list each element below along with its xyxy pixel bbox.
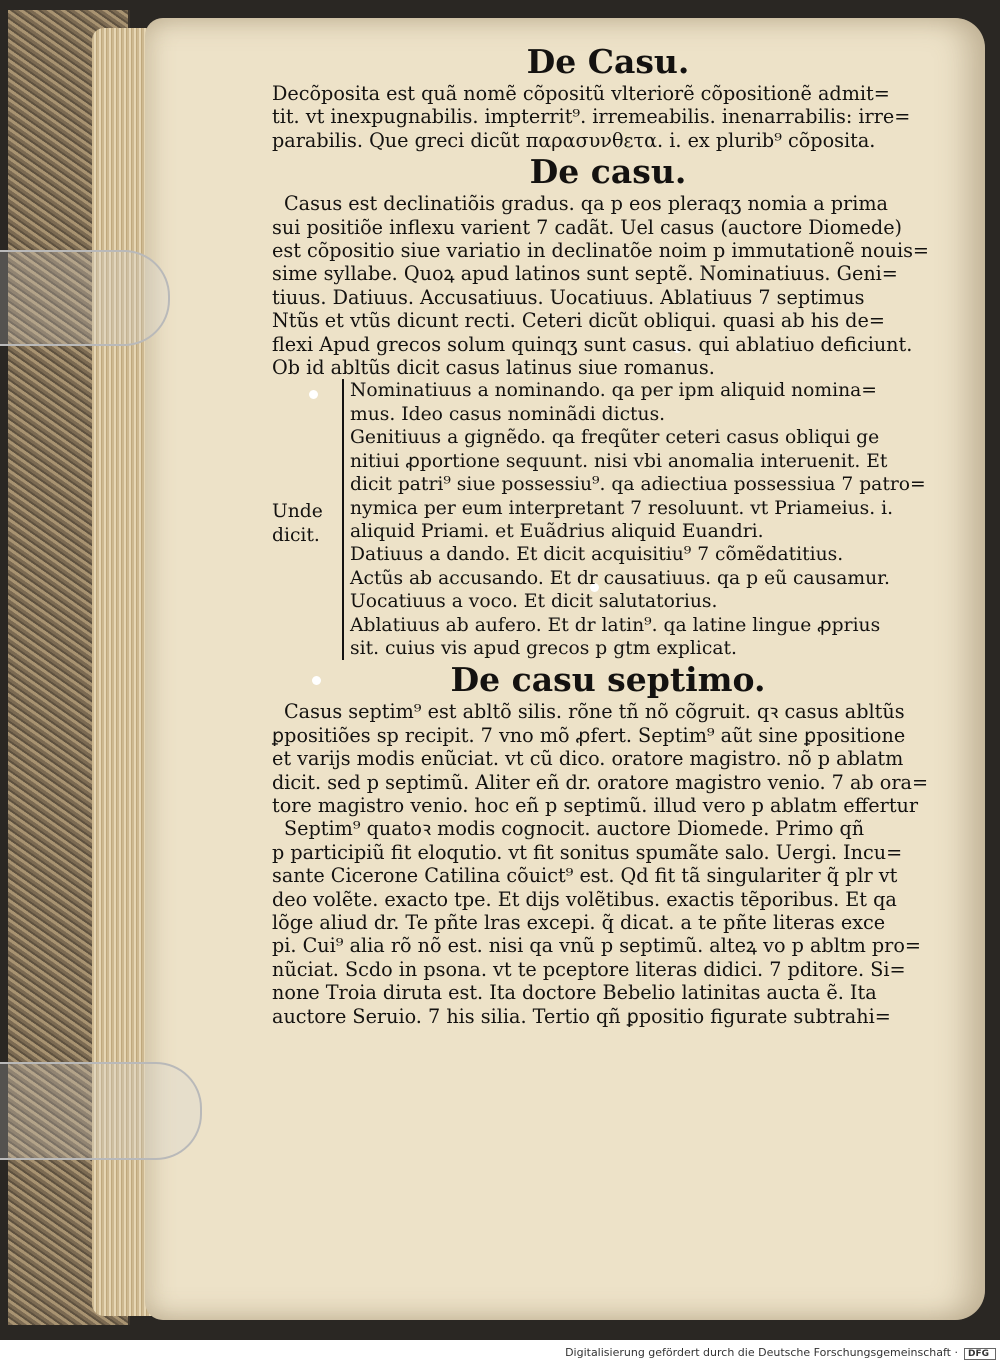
text-line: dicit patri⁹ siue possessiu⁹. qa adiectiua possessiua 7 patro= — [350, 474, 926, 496]
text-line: dicit. sed p septimũ. Aliter eñ dr. oratore magistro venio. 7 ab ora= — [272, 770, 929, 794]
text-line: tore magistro venio. hoc eñ p septimũ. illud vero p ablatm effertur — [272, 793, 919, 817]
glass-clip-bottom — [0, 1062, 202, 1160]
text-line: ꝑpositiões sp recipit. 7 vno mõ ꝓfert. Septim⁹ aũt sine ꝑpositione — [272, 723, 906, 747]
text-line: none Troia diruta est. Ita doctore Bebelio latinitas aucta ẽ. Ita — [272, 981, 877, 1005]
page-text — [272, 42, 944, 1028]
text-line: Ablatiuus ab aufero. Et dr latin⁹. qa latine lingue ꝓprius — [350, 614, 881, 636]
text-line: Ob id abltũs dicit casus latinus siue romanus. — [272, 356, 715, 380]
text-line: sui positiõe inflexu varient 7 cadãt. Uel casus (auctore Diomede) — [272, 215, 903, 239]
text-line: Actũs ab accusando. Et dr causatiuus. qa p eũ causamur. — [350, 567, 890, 589]
dfg-logo: DFG — [964, 1348, 996, 1360]
text-line: pi. Cui⁹ alia rõ nõ est. nisi qa vnũ p septimũ. alteꝝ vo p abltm pro= — [272, 934, 921, 958]
text-line: Decõposita est quã nomẽ cõpositũ vlteriorẽ cõpositionẽ admit= — [272, 82, 890, 105]
footer-credit: Digitalisierung gefördert durch die Deutsche Forschungsgemeinschaft · — [565, 1346, 958, 1359]
text-line: tiuus. Datiuus. Accusatiuus. Uocatiuus. Ablatiuus 7 septimus — [272, 285, 865, 309]
paragraph-casus — [272, 192, 944, 379]
text-line: aliquid Priami. et Euãdrius aliquid Euandri. — [350, 520, 764, 542]
text-line: Datiuus a dando. Et dicit acquisitiu⁹ 7 cõmẽdatitius. — [350, 544, 844, 566]
text-line: p participiũ fit eloqutio. vt fit sonitus spumãte salo. Uergi. Incu= — [272, 840, 903, 864]
text-line: sime syllabe. Quoꝝ apud latinos sunt septẽ. Nominatiuus. Geni= — [272, 262, 898, 286]
text-line: Genitiuus a gignẽdo. qa freqũter ceteri casus obliqui ge — [350, 427, 880, 449]
text-line: et varijs modis enũciat. vt cũ dico. oratore magistro. nõ p ablatm — [272, 747, 904, 771]
margin-note-line: Unde — [272, 501, 323, 523]
page-title: De Casu. — [526, 42, 690, 81]
case-list-brace — [272, 379, 944, 660]
text-line: mus. Ideo casus nominãdi dictus. — [350, 403, 666, 425]
margin-note-line: dicit. — [272, 524, 320, 546]
text-line: lõge aliud dr. Te pñte lras excepi. q̃ dicat. a te pñte literas exce — [272, 911, 886, 934]
text-line: est cõpositio siue variatio in declinatõe noim p immutationẽ nouis= — [272, 239, 930, 263]
text-line: Uocatiuus a voco. Et dicit salutatorius. — [350, 591, 718, 613]
text-line: nitiui ꝓportione sequunt. nisi vbi anomalia interuenit. Et — [350, 450, 888, 472]
text-line: sit. cuius vis apud grecos p gtm explicat. — [350, 637, 737, 659]
text-line: nymica per eum interpretant 7 resoluunt. vt Priameius. i. — [350, 497, 894, 519]
text-line: flexi Apud grecos solum quinqʒ sunt casus. qui ablatiuo deficiunt. — [272, 332, 913, 356]
text-line: Ntũs et vtũs dicunt recti. Ceteri dicũt obliqui. quasi ab his de= — [272, 309, 885, 333]
section-heading-de-casu: De casu. — [529, 152, 687, 192]
text-line: tit. vt inexpugnabilis. impterrit⁹. irremeabilis. inenarrabilis: irre= — [272, 105, 911, 129]
text-line: Casus est declinatiõis gradus. qa p eos pleraqʒ nomia a prima — [284, 192, 888, 216]
text-line: sante Cicerone Catilina cõuict⁹ est. Qd fit tã singulariter q̃ plr vt — [272, 864, 898, 888]
section-heading-de-casu-septimo: De casu septimo. — [450, 660, 766, 700]
text-line: Septim⁹ quatoꝛ modis cognocit. auctore Diomede. Primo qñ — [284, 817, 865, 841]
text-line: parabilis. Que greci dicũt παρασυνθετα. i. ex plurib⁹ cõposita. — [272, 128, 876, 152]
text-line: deo volẽte. exacto tpe. Et dijs volẽtibus. exactis tẽporibus. Et qa — [272, 887, 897, 911]
margin-note-unde — [272, 500, 323, 547]
text-line: auctore Seruio. 7 his silia. Tertio qñ ꝑpositio figurate subtrahi= — [272, 1004, 891, 1028]
text-line: Casus septim⁹ est abltõ silis. rõne tñ nõ cõgruit. qꝛ casus abltũs — [284, 700, 905, 724]
text-line: nũciat. Scdo in psona. vt te pceptore literas didici. 7 pditore. Si= — [272, 957, 906, 981]
digitization-footer — [0, 1346, 1000, 1365]
glass-clip-top — [0, 250, 170, 346]
paragraph-composita — [272, 82, 944, 152]
paragraph-septimus — [272, 700, 944, 1028]
text-line: Nominatiuus a nominando. qa per ipm aliquid nomina= — [350, 380, 877, 402]
